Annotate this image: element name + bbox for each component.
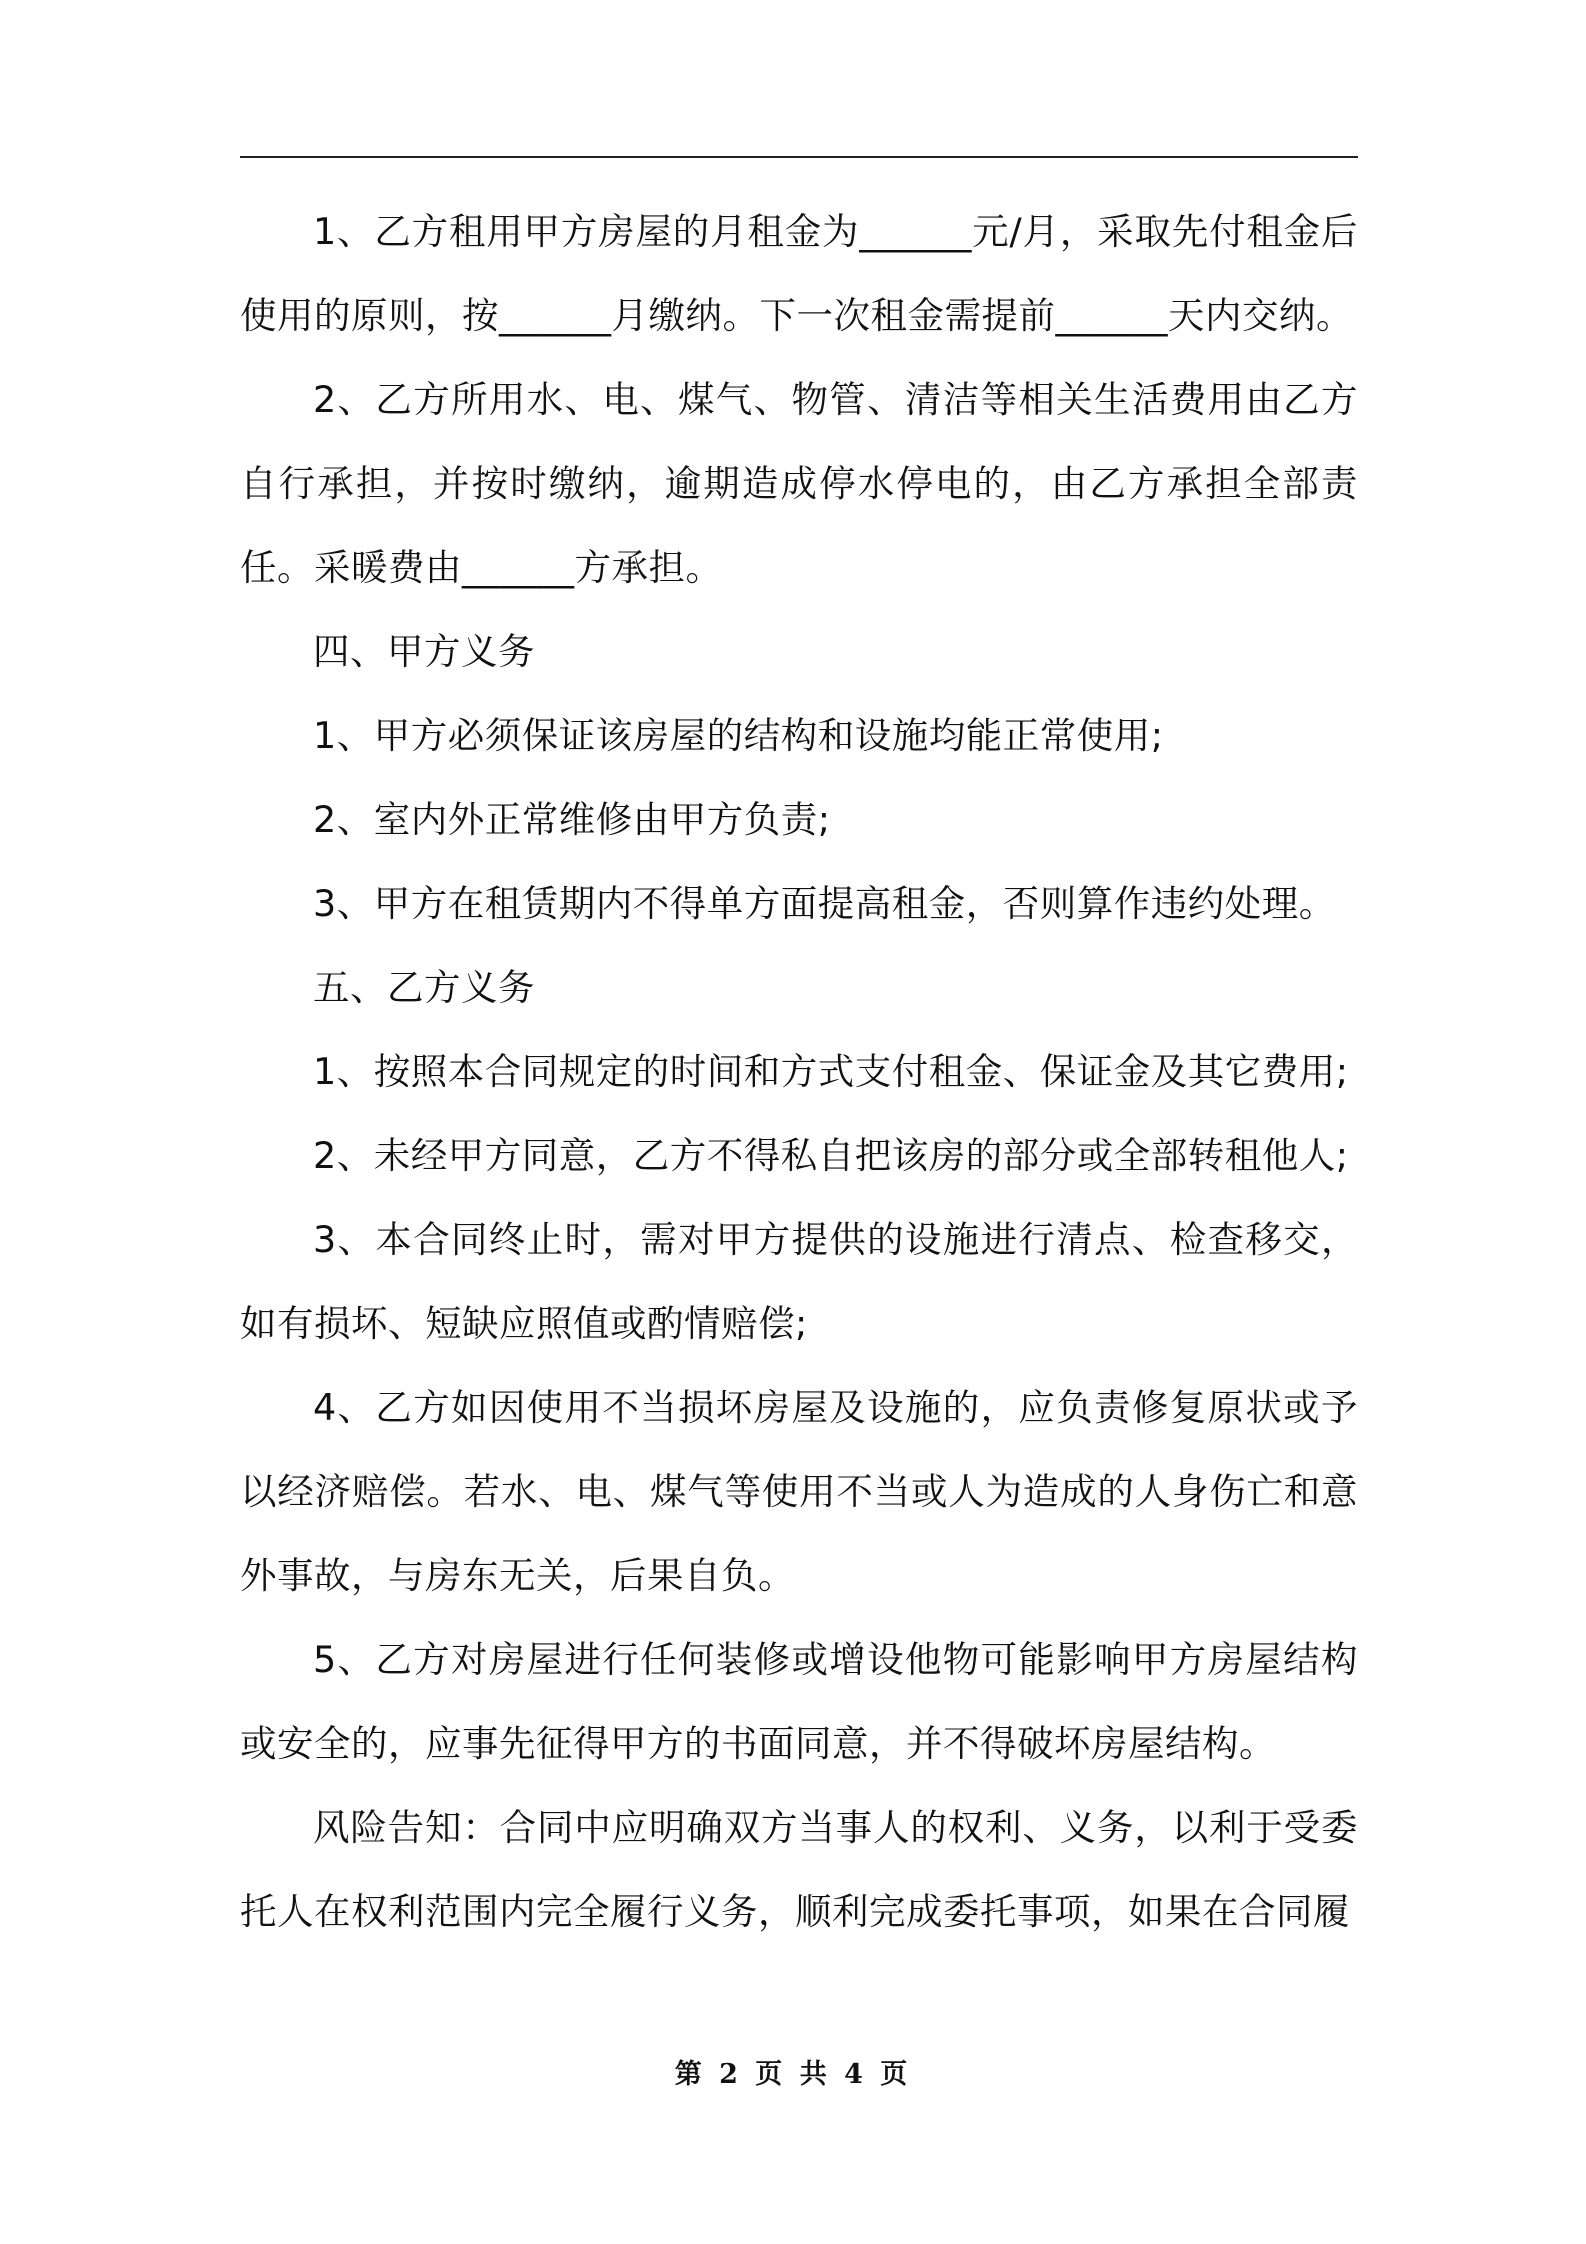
- section-heading-party-a-obligations: 四、甲方义务: [313, 630, 535, 673]
- header-rule: [240, 156, 1358, 158]
- section-heading-party-b-obligations: 五、乙方义务: [313, 966, 535, 1009]
- paragraph-party-b-item-4: 4、乙方如因使用不当损坏房屋及设施的，应负责修复原状或予以经济赔偿。若水、电、煤气等使用不当或人为造成的人身伤亡和意外事故，与房东无关，后果自负。: [240, 1386, 1358, 1597]
- paragraph-party-a-item-3: 3、甲方在租赁期内不得单方面提高租金，否则算作违约处理。: [313, 882, 1336, 925]
- paragraph-party-a-item-1: 1、甲方必须保证该房屋的结构和设施均能正常使用;: [313, 714, 1164, 757]
- paragraph-party-b-item-3: 3、本合同终止时，需对甲方提供的设施进行清点、检查移交，如有损坏、短缺应照值或酌情赔偿;: [240, 1218, 1358, 1345]
- paragraph-rent-terms: 1、乙方租用甲方房屋的月租金为______元/月，采取先付租金后使用的原则，按______月缴纳。下一次租金需提前______天内交纳。: [240, 210, 1358, 337]
- document-body: [240, 190, 1358, 1954]
- paragraph-party-b-item-1: 1、按照本合同规定的时间和方式支付租金、保证金及其它费用;: [313, 1050, 1349, 1093]
- paragraph-party-a-item-2: 2、室内外正常维修由甲方负责;: [313, 798, 831, 841]
- paragraph-risk-notice: 风险告知：合同中应明确双方当事人的权利、义务，以利于受委托人在权利范围内完全履行义务，顺利完成委托事项，如果在合同履: [240, 1806, 1358, 1933]
- paragraph-utility-fees: 2、乙方所用水、电、煤气、物管、清洁等相关生活费用由乙方自行承担，并按时缴纳，逾期造成停水停电的，由乙方承担全部责任。采暖费由______方承担。: [240, 378, 1358, 589]
- paragraph-party-b-item-2: 2、未经甲方同意，乙方不得私自把该房的部分或全部转租他人;: [313, 1134, 1349, 1177]
- page-number: 第 2 页 共 4 页: [674, 2059, 912, 2090]
- paragraph-party-b-item-5: 5、乙方对房屋进行任何装修或增设他物可能影响甲方房屋结构或安全的，应事先征得甲方的书面同意，并不得破坏房屋结构。: [240, 1638, 1358, 1765]
